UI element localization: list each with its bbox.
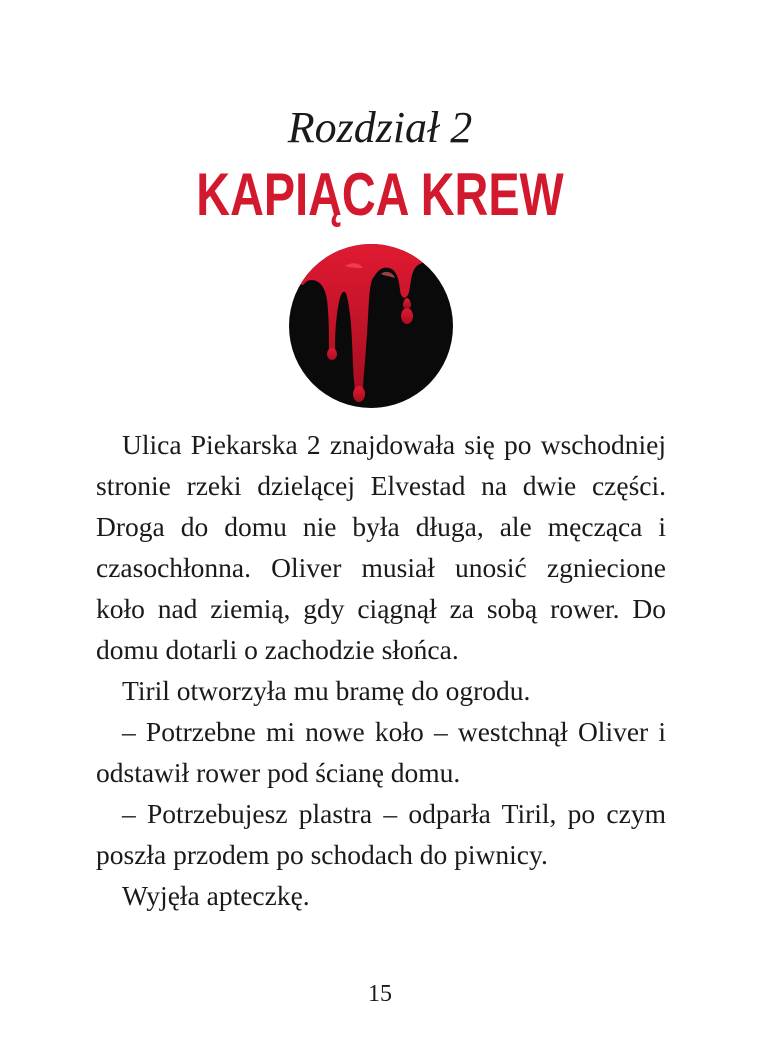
paragraph: Wyjęła apteczkę. bbox=[122, 880, 310, 911]
chapter-body bbox=[96, 424, 666, 916]
paragraph: Ulica Piekarska 2 znajdowała się po wschodniej stronie rzeki dzielącej Elvestad na dwie części. Droga do domu nie była długa, ale męcząca i czasochłonna. Oliver musiał unosić zgniecione koło nad ziemią, gdy ciągnął za sobą rower. Do domu dotarli o zachodzie słońca. bbox=[96, 429, 666, 665]
paragraph: – Potrzebujesz plastra – odparła Tiril, po czym poszła przodem po schodach do piwnicy. bbox=[96, 798, 666, 870]
chapter-title: KAPIĄCA KREW bbox=[196, 161, 564, 228]
paragraph: – Potrzebne mi nowe koło – westchnął Oliver i odstawił rower pod ścianę domu. bbox=[96, 716, 666, 788]
blood-drip-icon bbox=[289, 244, 453, 408]
page-number: 15 bbox=[368, 981, 392, 1007]
chapter-label: Rozdział 2 bbox=[287, 103, 473, 152]
paragraph: Tiril otworzyła mu bramę do ogrodu. bbox=[122, 675, 531, 706]
